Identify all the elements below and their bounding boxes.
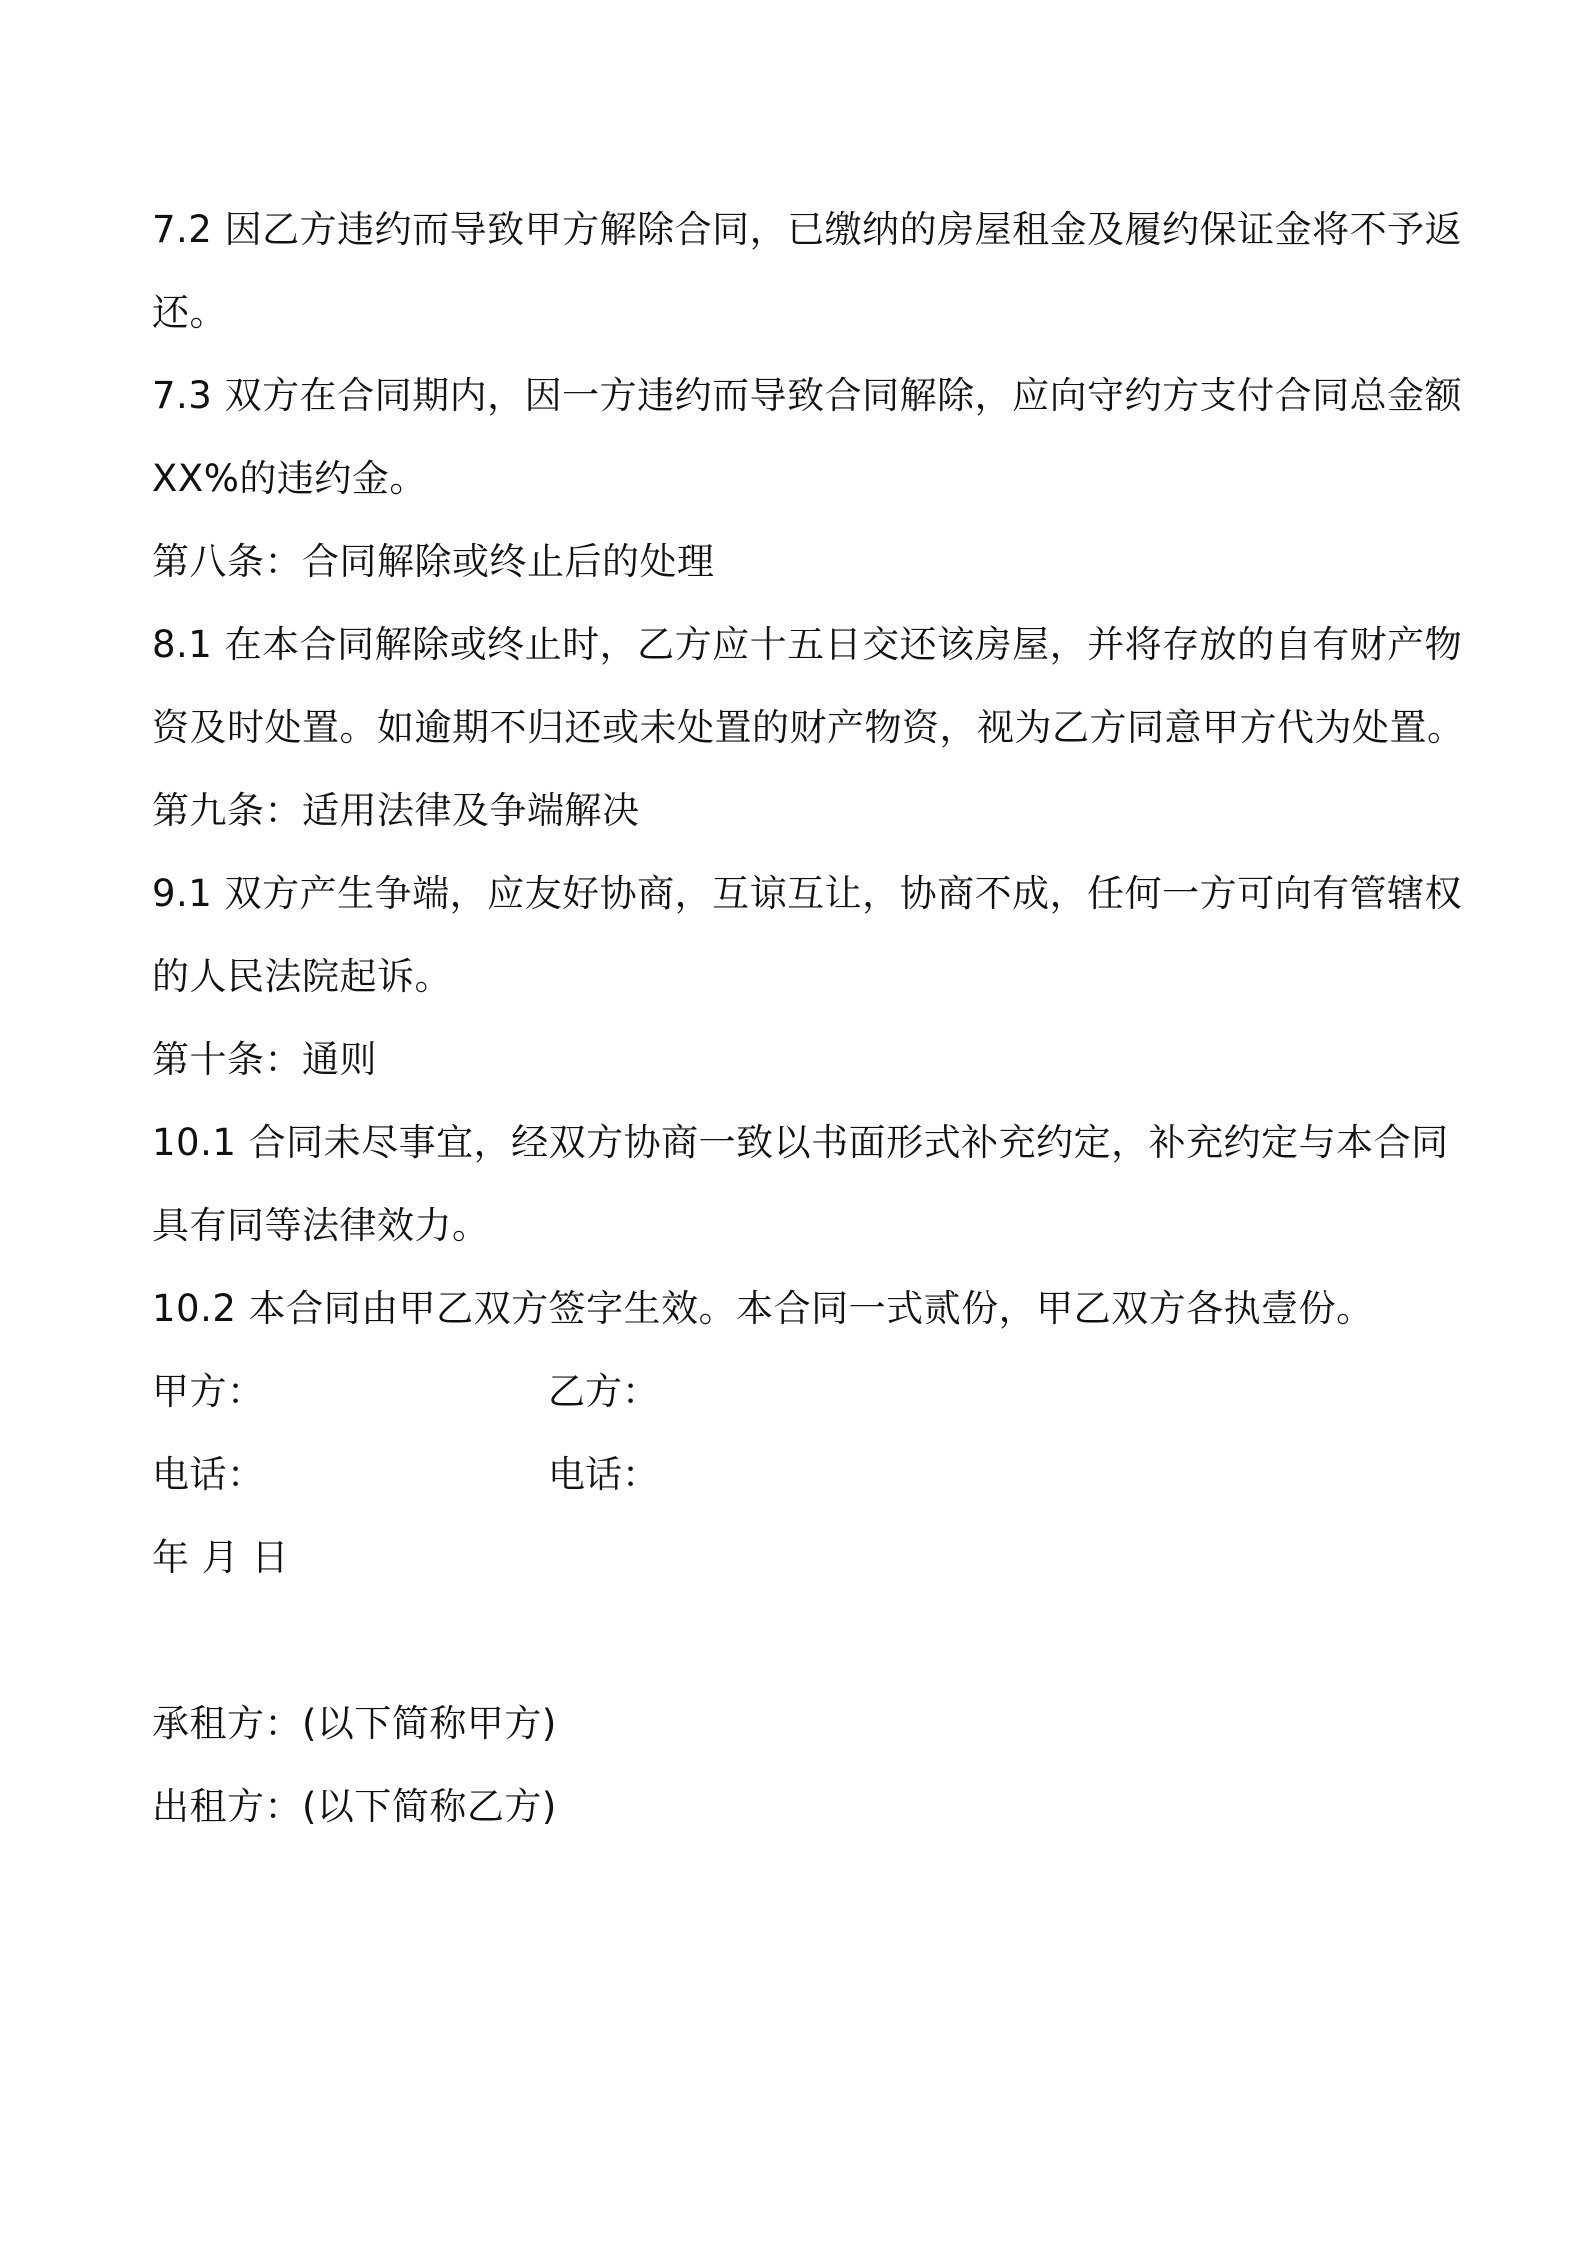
party-b-label: 乙方： (548, 1370, 659, 1413)
article-9-heading: 第九条：适用法律及争端解决 (152, 789, 640, 832)
clause-10-1-line-1: 10.1 合同未尽事宜，经双方协商一致以书面形式补充约定，补充约定与本合同 (152, 1121, 1449, 1164)
article-8-heading: 第八条：合同解除或终止后的处理 (152, 540, 715, 583)
article-10-heading: 第十条：通则 (152, 1038, 377, 1081)
clause-10-1-line-2: 具有同等法律效力。 (152, 1204, 490, 1247)
clause-7-3-line-1: 7.3 双方在合同期内，因一方违约而导致合同解除，应向守约方支付合同总金额 (152, 374, 1463, 417)
clause-7-3-line-2: XX%的违约金。 (152, 457, 427, 500)
phone-a-label: 电话： (152, 1453, 265, 1496)
clause-9-1-line-1: 9.1 双方产生争端，应友好协商，互谅互让，协商不成，任何一方可向有管辖权 (152, 872, 1463, 915)
clause-10-2-line: 10.2 本合同由甲乙双方签字生效。本合同一式贰份，甲乙双方各执壹份。 (152, 1287, 1374, 1330)
party-a-label: 甲方： (152, 1370, 265, 1413)
lessor-line: 出租方：(以下简称乙方) (152, 1785, 557, 1828)
lessee-line: 承租方：(以下简称甲方) (152, 1702, 557, 1745)
phone-b-label: 电话： (548, 1453, 659, 1496)
clause-8-1-line-1: 8.1 在本合同解除或终止时，乙方应十五日交还该房屋，并将存放的自有财产物 (152, 623, 1463, 666)
date-label: 年 月 日 (152, 1536, 290, 1579)
clause-7-2-line-2: 还。 (152, 291, 227, 334)
clause-7-2-line-1: 7.2 因乙方违约而导致甲方解除合同，已缴纳的房屋租金及履约保证金将不予返 (152, 208, 1463, 251)
clause-9-1-line-2: 的人民法院起诉。 (152, 955, 452, 998)
clause-8-1-line-2: 资及时处置。如逾期不归还或未处置的财产物资，视为乙方同意甲方代为处置。 (152, 706, 1465, 749)
